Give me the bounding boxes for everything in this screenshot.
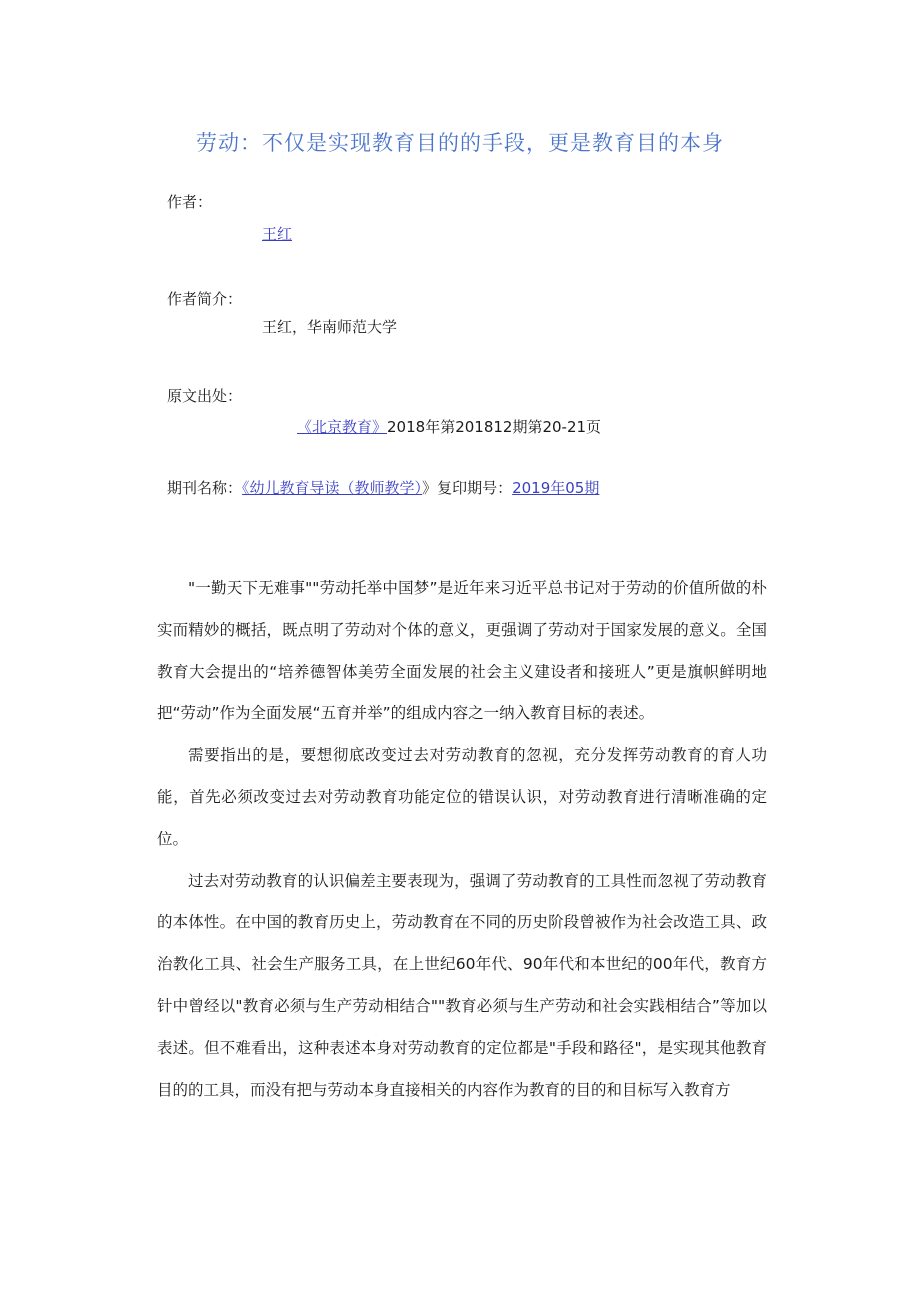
paragraph: "一勤天下无难事""劳动托举中国梦”是近年来习近平总书记对于劳动的价值所做的朴实而精妙的概括，既点明了劳动对个体的意义，更强调了劳动对于国家发展的意义。全国教育大会提出的“培养德智体美劳全面发展的社会主义建设者和接班人”更是旗帜鲜明地把“劳动”作为全面发展“五育并举”的组成内容之一纳入教育目标的表述。 <box>157 579 767 723</box>
periodical-name: 幼儿教育导读（教师教学） <box>249 479 423 497</box>
author-intro-text: 王红，华南师范大学 <box>262 318 398 336</box>
author-label: 作者： <box>167 193 213 211</box>
author-intro-label: 作者简介： <box>167 290 243 308</box>
article-title: 劳动：不仅是实现教育目的的手段，更是教育目的本身 <box>196 131 724 155</box>
source-label: 原文出处： <box>167 387 243 405</box>
periodical-open-quote: 《 <box>242 479 250 497</box>
paragraph: 需要指出的是，要想彻底改变过去对劳动教育的忽视，充分发挥劳动教育的育人功能，首先必须改变过去对劳动教育功能定位的错误认识，对劳动教育进行清晰准确的定位。 <box>157 746 767 848</box>
issue-label: 复印期号： <box>437 479 513 497</box>
article-body <box>157 568 767 1111</box>
periodical-line <box>167 477 599 498</box>
periodical-name-link[interactable] <box>242 479 422 497</box>
source-detail: 2018年第201812期第20-21页 <box>387 418 602 436</box>
author-name-link[interactable]: 王红 <box>262 225 293 243</box>
issue-link[interactable]: 2019年05期 <box>512 479 600 497</box>
periodical-label: 期刊名称： <box>167 479 243 497</box>
periodical-close-quote: 》 <box>422 479 438 497</box>
paragraph: 过去对劳动教育的认识偏差主要表现为，强调了劳动教育的工具性而忽视了劳动教育的本体性。在中国的教育历史上，劳动教育在不同的历史阶段曾被作为社会改造工具、政治教化工具、社会生产服务工具，在上世纪60年代、90年代和本世纪的00年代，教育方针中曾经以"教育必须与生产劳动相结合""教育必须与生产劳动和社会实践相结合”等加以表述。但不难看出，这种表述本身对劳动教育的定位都是"手段和路径"，是实现其他教育目的的工具，而没有把与劳动本身直接相关的内容作为教育的目的和目标写入教育方 <box>157 871 767 1099</box>
source-journal-link[interactable]: 《北京教育》 <box>297 418 388 436</box>
